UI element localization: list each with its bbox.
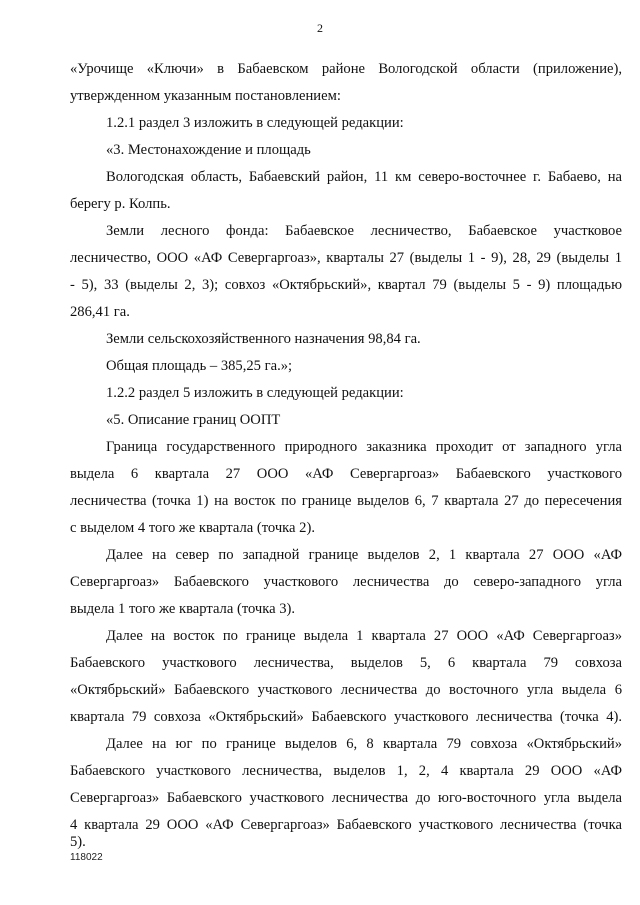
- text-line: лесничества (точка 1) на восток по границе выделов 6, 7 квартала 27 до пересечения: [70, 493, 622, 509]
- text-line: Далее на восток по границе выдела 1 квартала 27 ООО «АФ Севергаргоаз»: [106, 628, 622, 644]
- text-line: - 5), 33 (выделы 2, 3); совхоз «Октябрьский», квартал 79 (выделы 5 - 9) площадью: [70, 277, 622, 293]
- text-line: утвержденном указанным постановлением:: [70, 88, 341, 104]
- text-line: Бабаевского участкового лесничества, выделов 1, 2, 4 квартала 29 ООО «АФ: [70, 763, 622, 779]
- text-line: с выделом 4 того же квартала (точка 2).: [70, 520, 315, 536]
- text-line: 5).: [70, 834, 86, 850]
- page-number: 2: [317, 21, 323, 35]
- text-line: 4 квартала 29 ООО «АФ Севергаргоаз» Бабаевского участкового лесничества (точка: [70, 817, 622, 833]
- text-line: берегу р. Колпь.: [70, 196, 171, 212]
- text-line: лесничество, ООО «АФ Севергаргоаз», кварталы 27 (выделы 1 - 9), 28, 29 (выделы 1: [70, 250, 622, 266]
- text-line: Севергаргоаз» Бабаевского участкового лесничества до северо-западного угла: [70, 574, 622, 590]
- text-line: квартала 79 совхоза «Октябрьский» Бабаевского участкового лесничества (точка 4).: [70, 709, 622, 725]
- text-line: 286,41 га.: [70, 304, 130, 320]
- text-line: 1.2.1 раздел 3 изложить в следующей редакции:: [106, 115, 404, 131]
- text-line: Общая площадь – 385,25 га.»;: [106, 358, 293, 374]
- text-line: «5. Описание границ ООПТ: [106, 412, 281, 428]
- text-line: Земли сельскохозяйственного назначения 98,84 га.: [106, 331, 421, 347]
- text-line: Далее на север по западной границе выделов 2, 1 квартала 27 ООО «АФ: [106, 547, 622, 563]
- text-line: «Урочище «Ключи» в Бабаевском районе Вологодской области (приложение),: [70, 61, 622, 77]
- text-line: Земли лесного фонда: Бабаевское лесничество, Бабаевское участковое: [106, 223, 622, 239]
- text-line: «3. Местонахождение и площадь: [106, 142, 311, 158]
- text-line: 1.2.2 раздел 5 изложить в следующей редакции:: [106, 385, 404, 401]
- document-code: 118022: [70, 852, 103, 863]
- text-line: выдела 1 того же квартала (точка 3).: [70, 601, 296, 617]
- text-line: Севергаргоаз» Бабаевского участкового лесничества до юго-восточного угла выдела: [70, 790, 622, 806]
- text-line: Вологодская область, Бабаевский район, 11 км северо-восточнее г. Бабаево, на: [106, 169, 622, 185]
- text-line: Бабаевского участкового лесничества, выделов 5, 6 квартала 79 совхоза: [70, 655, 622, 671]
- text-line: Далее на юг по границе выделов 6, 8 квартала 79 совхоза «Октябрьский»: [106, 736, 622, 752]
- text-line: Граница государственного природного заказника проходит от западного угла: [106, 439, 622, 455]
- text-line: «Октябрьский» Бабаевского участкового лесничества до восточного угла выдела 6: [70, 682, 622, 698]
- text-line: выдела 6 квартала 27 ООО «АФ Севергаргоаз» Бабаевского участкового: [70, 466, 622, 482]
